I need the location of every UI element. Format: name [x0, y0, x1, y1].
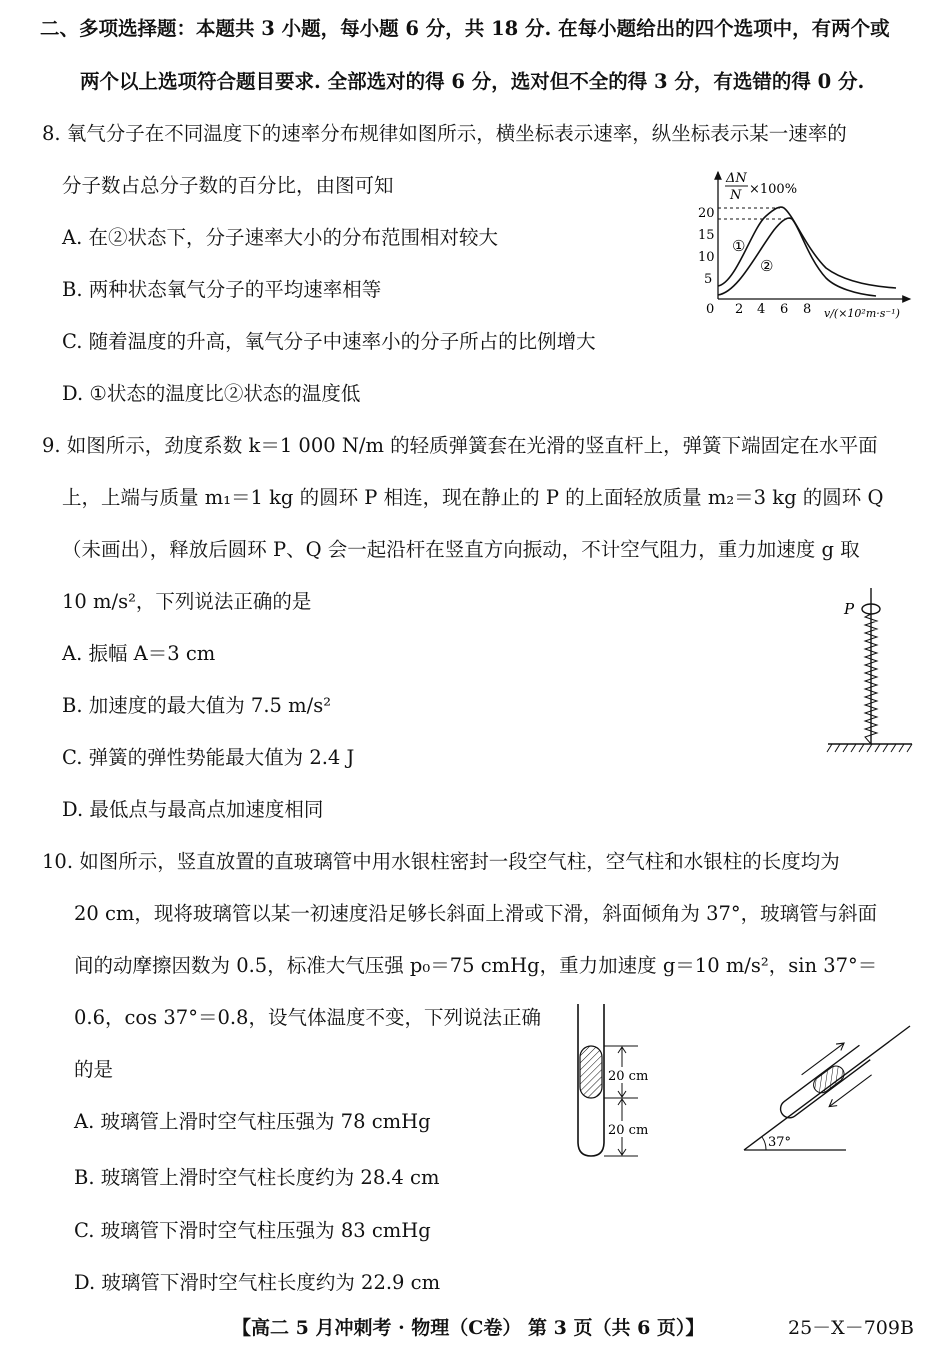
q10-option-b: B. 玻璃管上滑时空气柱长度约为 28.4 cm	[74, 1166, 440, 1189]
q8-option-c: C. 随着温度的升高，氧气分子中速率小的分子所占的比例增大	[62, 330, 596, 353]
q8-curve2-label: ②	[760, 257, 774, 275]
q8-ylabel-top: ΔN	[726, 171, 747, 186]
q10-option-c: C. 玻璃管下滑时空气柱压强为 83 cmHg	[74, 1219, 431, 1242]
q8-ytick-20: 20	[698, 206, 715, 221]
section-heading-line1: 二、多项选择题：本题共 3 小题，每小题 6 分，共 18 分. 在每小题给出的四个选项中，有两个或	[40, 17, 890, 40]
q8-ytick-15: 15	[698, 228, 715, 243]
q9-option-b: B. 加速度的最大值为 7.5 m/s²	[62, 694, 332, 717]
q9-ring-label: P	[844, 600, 855, 618]
q8-stem-line2: 分子数占总分子数的百分比，由图可知	[62, 174, 394, 197]
q9-option-a: A. 振幅 A＝3 cm	[62, 642, 216, 665]
q8-option-a: A. 在②状态下，分子速率大小的分布范围相对较大	[62, 226, 498, 249]
q10-mercury-column	[580, 1046, 602, 1098]
q9-option-d: D. 最低点与最高点加速度相同	[62, 798, 324, 821]
q10-length-top: 20 cm	[608, 1069, 649, 1084]
q8-curve1-label: ①	[732, 237, 746, 255]
q10-stem-line1: 10. 如图所示，竖直放置的直玻璃管中用水银柱密封一段空气柱，空气柱和水银柱的长度均为	[42, 850, 840, 873]
q8-xtick-2: 2	[735, 302, 744, 317]
q9-stem-line1: 9. 如图所示，劲度系数 k＝1 000 N/m 的轻质弹簧套在光滑的竖直杆上，弹簧下端固定在水平面	[42, 434, 878, 457]
q8-xtick-6: 6	[780, 302, 789, 317]
q10-stem-line4: 0.6，cos 37°＝0.8，设气体温度不变，下列说法正确	[74, 1006, 541, 1029]
q8-xtick-8: 8	[803, 302, 812, 317]
q10-stem-line3: 间的动摩擦因数为 0.5，标准大气压强 p₀＝75 cmHg，重力加速度 g＝10 m/s²，sin 37°＝	[74, 954, 878, 977]
q10-vertical-tube-figure	[570, 1002, 670, 1164]
q10-angle-label: 37°	[768, 1135, 792, 1150]
q10-stem-line5: 的是	[74, 1058, 114, 1081]
q10-length-bottom: 20 cm	[608, 1123, 649, 1138]
q8-origin: 0	[706, 302, 715, 317]
q9-ground-hatch	[827, 744, 912, 752]
q10-option-a: A. 玻璃管上滑时空气柱压强为 78 cmHg	[74, 1110, 431, 1133]
q10-incline-figure	[738, 1016, 914, 1154]
section-heading-line2: 两个以上选项符合题目要求. 全部选对的得 6 分，选对但不全的得 3 分，有选错的得 0 分.	[80, 70, 865, 93]
q10-stem-line2: 20 cm，现将玻璃管以某一初速度沿足够长斜面上滑或下滑，斜面倾角为 37°，玻璃管与斜面	[74, 902, 878, 925]
q8-stem-line1: 8. 氧气分子在不同温度下的速率分布规律如图所示，横坐标表示速率，纵坐标表示某一速率的	[42, 122, 847, 145]
q8-ytick-5: 5	[704, 272, 713, 287]
q8-xlabel: v/(×10²m·s⁻¹)	[824, 307, 900, 320]
q9-spring-figure	[820, 586, 920, 756]
q9-stem-line2: 上，上端与质量 m₁＝1 kg 的圆环 P 相连，现在静止的 P 的上面轻放质量 m₂＝3 kg 的圆环 Q	[62, 486, 884, 509]
q8-option-b: B. 两种状态氧气分子的平均速率相等	[62, 278, 382, 301]
q9-option-c: C. 弹簧的弹性势能最大值为 2.4 J	[62, 746, 355, 769]
footer-page-info: 【高二 5 月冲刺考 · 物理（C卷） 第 3 页（共 6 页）】	[232, 1317, 705, 1339]
q8-xtick-4: 4	[757, 302, 766, 317]
q8-distribution-graph	[696, 168, 916, 328]
q10-option-d: D. 玻璃管下滑时空气柱长度约为 22.9 cm	[74, 1271, 441, 1294]
q8-ylabel-bottom: N	[730, 188, 742, 203]
q10-angle-arc	[762, 1137, 766, 1150]
q8-option-d: D. ①状态的温度比②状态的温度低	[62, 382, 361, 405]
q9-stem-line4: 10 m/s²，下列说法正确的是	[62, 590, 312, 613]
footer-code: 25－X－709B	[788, 1317, 914, 1339]
q8-ylabel-suffix: ×100%	[749, 182, 798, 197]
q8-ytick-10: 10	[698, 250, 715, 265]
q9-stem-line3: （未画出），释放后圆环 P、Q 会一起沿杆在竖直方向振动，不计空气阻力，重力加速度 g 取	[62, 538, 860, 561]
